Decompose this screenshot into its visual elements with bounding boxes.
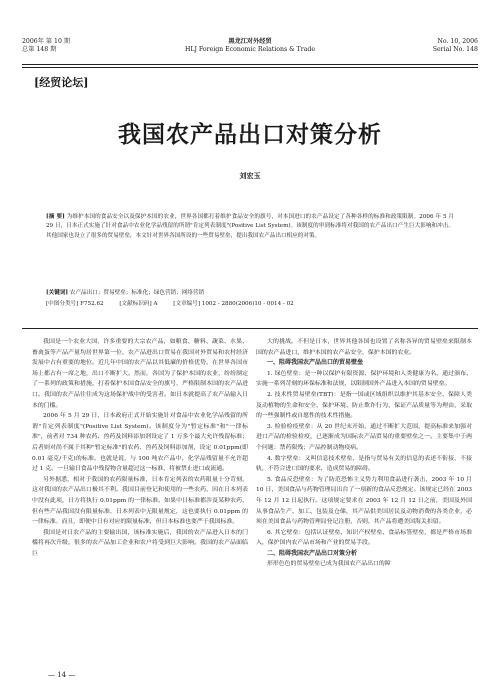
body-paragraph: 大的挑战。不但是日本，世界其他各国也设置了名称各异的贸易壁垒来限制本国的农产品进口，维护本国的农产品安全，保护本国的农业。 [256,339,472,356]
section-heading: 二、阻碍我国农产品出口对策分析 [267,549,358,557]
page-number: — 14 — [48,671,76,679]
body-paragraph: 我国是对日农产品的主要输出国，该标准实施后，我国的农产品进入日本的门槛将再次升级。很多的农产品加工企业和农户将受到巨大影响。我国的农产品面临巨 [32,529,248,557]
document-code: [文献标识码] A [119,301,158,307]
body-paragraph: 形形色色的贸易壁垒已成为我国农产品出口的障 [267,561,391,568]
body-paragraph: 3. 检验检疫壁垒：从 20 世纪末开始，通过不断扩大范围，提高标准来加强对进口产品的检验检疫，已逐渐成为国际农产品贸易的重要壁垒之一。主要集中于两个问题：禁药限残；产品控制动物疫病。 [256,423,472,451]
body-paragraph: 5. 食品反恐壁垒：为了防范恐怖主义势力利用食品进行袭击，2003 年 10 月 10 日，美国食品与药物管理局出台了一项新的食品反恐规定。该规定已经在 2003 年 12 月 12 日起执行。这项规定要求在 2003 年 12 月 12 日之前，美国及外国从事食品生产、加工、包装及仓储，其产品供美国居民及动物消费的各类企业，必须在美国食品与药物管理局登记注册，否则，其产品将遭美国海关扣留。 [256,476,472,526]
body-paragraph: 我国是一个农业大国，许多重要的大宗农产品，如粮食、糖料、蔬菜、水果、畜禽蛋等产品产量均居世界第一位，农产品进出口贸易在我国对外贸易和农村经济发展中占有重要的地位。近几年中国的农产品以其低廉的价格优势，在世界各国市场上都占有一席之地，出口不断扩大。然而，各国为了保护本国的农业，纷纷制定了一系列的政策和措施，打着保护本国食品安全的旗号，严格限制本国的农产品进口。我国的农产品往往成为这场保护战中的受害者。如日本就提高了农产品输入日本的门槛。 [32,339,248,409]
header-rule [22,64,478,65]
keywords [46,289,454,298]
author: 刘宏玉 [239,171,261,180]
abstract-text: 为维护本国的食品安全以及保护本国的农业，世界各国都打着维护食品安全的旗号，对本国进口的农产品设定了各种各样的标准和政策限制。2006 年 5 月 29 日，日本正式实施了针对食品中农业化学品残留的所谓"肯定列表制度"(Positive List System)。该制度的审到标准将对我国的农产品出口产生巨大影响和冲击。其他国家也设立了很多的贸易壁垒，本文针对世界各国所设的一些贸易壁垒，提出我国农产品出口相应的对策。 [46,214,454,239]
running-header [22,38,478,64]
serial-line-en: Serial No. 148 [432,46,478,53]
section-label: [经贸论坛] [34,76,89,89]
journal-name-zh: 黑龙江对外经贸 [228,38,272,45]
abstract-label: [摘 要] [46,214,65,220]
body-left-column [32,337,248,559]
keywords-text: 农产品出口；贸易壁垒；标准化；绿色营销；网络营销 [69,290,205,296]
article-title: 我国农产品出口对策分析 [118,122,382,148]
body-paragraph: 1. 绿色壁垒：是一种以保护有限资源、保护环境和人类健康为名，通过颁布、实施一系列苛刻的环保标准和法规，以限制国外产品进入本国的贸易壁垒。 [256,370,472,388]
journal-name-en: HLJ Foreign Economic Relations & Trade [184,46,315,53]
section-heading: 一、阻碍我国农产品出口的贸易壁垒 [267,359,364,367]
header-right [433,38,478,54]
body-right-column [256,337,472,570]
keywords-label: [关键词] [46,290,69,296]
body-paragraph: 2. 技术性贸易壁垒(TBT)：是指一国或区域组织以维护其基本安全、保障人类及动植物的生命和安全、保护环境、防止欺诈行为、保证产品质量等为理由，采取的一些强制性或自愿性的技术性措施。 [256,391,472,420]
body-paragraph: 2006 年 5 月 29 日，日本政府正式开始实施针对食品中农业化学品残留的所谓"肯定列表制度"(Positive List System)。该制度分为"暂定标准"和"一律标准"，前者对 734 种农药、兽药及饲料添加剂设定了 1 万多个最大允许残留标准；后者则对尚不属于其种"暂定标准"的农药、兽药及饲料添加剂，设定 0.01ppm(即 0.01 毫克/千克)的标准。也就是说，与 100 吨农产品中，化学品残留量不允许超过 1 克。一旦输日食品中残留物含量超过这一标准，将被禁止进口或流通。 [32,413,248,473]
header-center [22,38,478,54]
classification-line [46,300,454,309]
abstract [46,213,454,241]
body-paragraph: 4. 数字壁垒：又叫信息技术壁垒，是指与贸易有关的信息的表述不衔接，不接轨，不符合进口国的要求，造成贸易的障碍。 [256,455,472,473]
issue-line: 2006年 第 10 期 [22,38,71,45]
clc-number: [中图分类号] F752.62 [46,301,104,307]
issue-line-en: No. 10, 2006 [437,38,478,45]
article-number: [文章编号] 1002 - 2880(2006)10 - 0014 - 02 [173,301,294,307]
header-rule-thin [22,67,478,68]
body-paragraph: 另外据悉，相对于我国的农药限量标准，日本肯定列表的农药限量十分苛刻，这对我国的农产品出口极其不利。我国目前登记和使用的一些农药，因在日本列表中没有此项，日方将执行 0.01ppm 的一律标准。如果中日标准都涉及某种农药，但有些产品我国没有限量标准，日本列表中无限量规定，这也要执行 0.01ppm 的一律标准。而且，即便中日有对应的限量标准，但日本标准也要严于我国标准。 [32,476,248,526]
body-rule [22,328,478,329]
body-paragraph: 6. 其它壁垒：包括认证壁垒、知识产权壁垒、食品标签壁垒，都是严格市场准入，保护国内农产品市场和产业的贸易手段。 [256,529,472,547]
serial-line: 总第 148 期 [22,46,57,53]
